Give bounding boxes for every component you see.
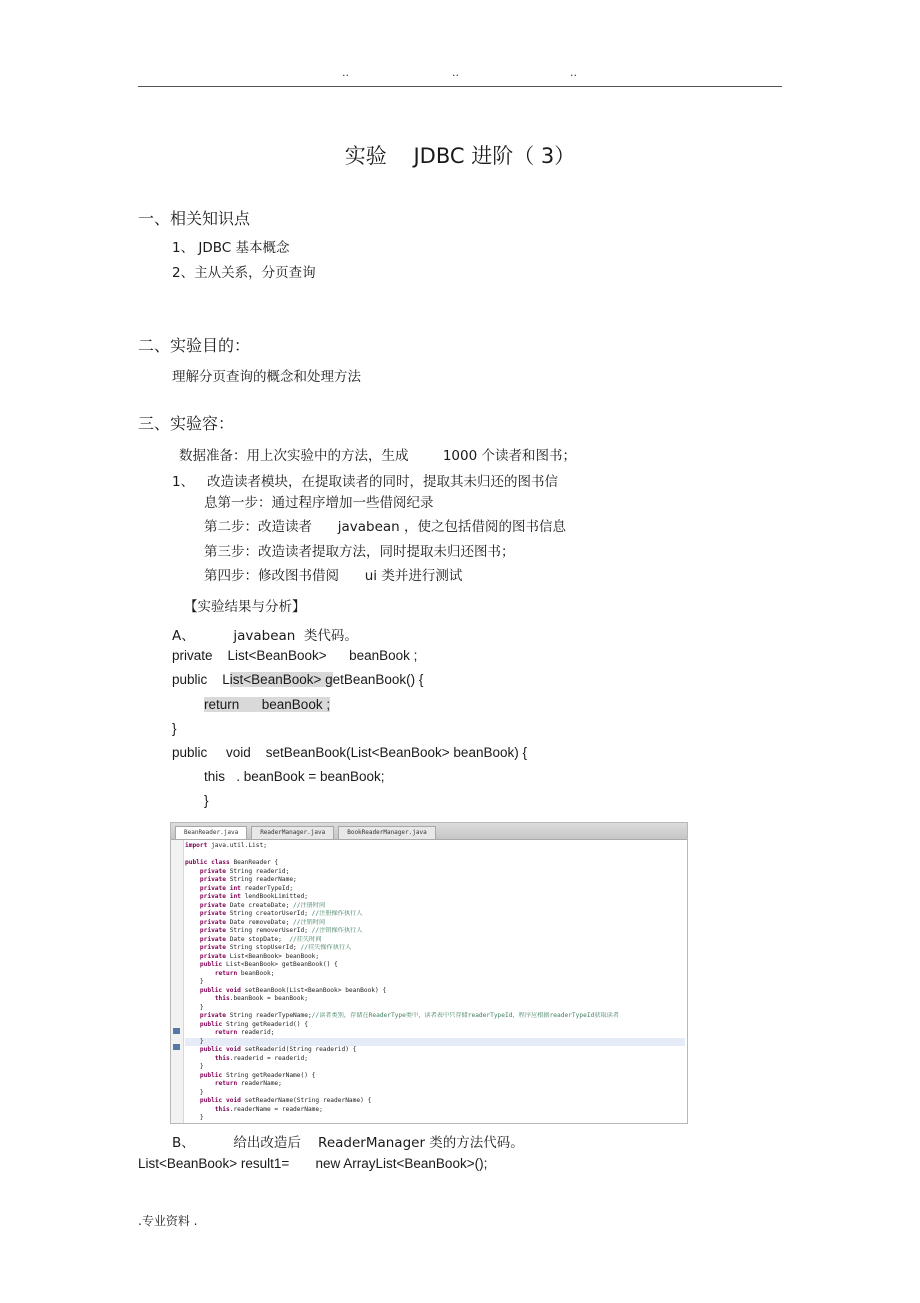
code-line-2-post: etBeanBook() {	[332, 672, 424, 687]
document-title: 实验 JDBC 进阶（ 3）	[344, 144, 576, 168]
section1-item-2: 2、主从关系，分页查询	[172, 265, 316, 281]
ide-code-line: this.beanBook = beanBook;	[214, 995, 308, 1002]
ide-code-line: }	[185, 1063, 204, 1070]
data-prep-text: 数据准备：用上次实验中的方法，生成 1000 个读者和图书；	[179, 448, 576, 464]
ide-code-line: public String getReaderName() {	[199, 1071, 316, 1079]
section3-heading: 三、实验容：	[138, 414, 235, 433]
section1-heading: 一、相关知识点	[138, 209, 251, 228]
result-heading: 【实验结果与分析】	[184, 599, 306, 615]
header-dots-3: ..	[570, 66, 577, 79]
task1-step4-text: 第四步：修改图书借阅 ui 类并进行测试	[204, 568, 463, 584]
task1-step2-text: 第二步：改造读者 javabean ，使之包括借阅的图书信息	[204, 519, 567, 535]
ide-code-line: }	[185, 1088, 204, 1096]
ide-code-line: private Date createDate; //注册时间	[199, 901, 326, 909]
code-line-2-highlight: ist<BeanBook> g	[229, 672, 333, 687]
code-line-6: this . beanBook = beanBook;	[204, 769, 385, 784]
header-dots-1: ..	[342, 66, 349, 79]
code-line-1: private List<BeanBook> beanBook ;	[172, 648, 418, 663]
header-rule	[138, 86, 782, 87]
ide-tab-bar	[171, 823, 687, 840]
page-footer: .专业资料 .	[138, 1214, 198, 1228]
ide-code-line: public void setReaderName(String readerName) {	[199, 1097, 372, 1104]
ide-code-line: import java.util.List;	[185, 842, 267, 849]
ide-code-line: return readerid;	[214, 1029, 275, 1036]
ide-code-line: public void setReaderid(String readerid) {	[199, 1046, 357, 1053]
ide-code-line: }	[185, 1038, 685, 1047]
ide-code-line	[185, 851, 685, 860]
header-dots-2: ..	[452, 66, 459, 79]
ide-gutter-marker	[173, 1028, 180, 1034]
task1-step3-text: 第三步：改造读者提取方法，同时提取未归还图书；	[204, 544, 515, 560]
ide-code-line: private int lendBookLimitted;	[199, 893, 308, 900]
code-line-7: }	[204, 793, 209, 808]
ide-tab-beanreader[interactable]: BeanReader.java	[175, 826, 247, 839]
ide-code-line: private List<BeanBook> beanBook;	[199, 952, 320, 960]
section2-heading: 二、实验目的：	[138, 336, 251, 355]
ide-code-line: private String removerUserId; //注销操作执行人	[199, 927, 363, 934]
ide-code-line: private String readerid;	[199, 867, 290, 875]
ide-tab-bookreadermanager[interactable]: BookReaderManager.java	[338, 826, 435, 839]
task1-text: 1、 改造读者模块，在提取读者的同时，提取其未归还的图书信	[172, 474, 558, 490]
ide-code-line: private int readerTypeId;	[199, 884, 294, 892]
section-b-label: B、 给出改造后 ReaderManager 类的方法代码。	[172, 1135, 524, 1151]
ide-code-line: public List<BeanBook> getBeanBook() {	[199, 961, 338, 968]
section-a-label: A、 javabean 类代码。	[172, 628, 358, 644]
ide-code-line: public void setBeanBook(List<BeanBook> beanBook) {	[199, 986, 387, 994]
ide-tab-readermanager[interactable]: ReaderManager.java	[251, 826, 334, 839]
ide-code-line: }	[185, 1003, 204, 1011]
ide-code-line: return beanBook;	[214, 969, 275, 977]
ide-gutter	[171, 840, 184, 1123]
ide-code-line: private String stopUserId; //挂失操作执行人	[199, 944, 352, 951]
code-line-5: public void setBeanBook(List<BeanBook> beanBook) {	[172, 745, 527, 760]
ide-code-line: }	[185, 1114, 204, 1121]
section-b-code: List<BeanBook> result1= new ArrayList<BeanBook>();	[138, 1156, 488, 1171]
ide-gutter-marker	[173, 1044, 180, 1050]
code-line-2	[172, 672, 423, 687]
code-line-3	[204, 697, 330, 712]
ide-code-line: this.readerName = readerName;	[214, 1105, 323, 1113]
ide-code-line: return readerName;	[214, 1080, 282, 1087]
ide-code-line: private Date removeDate; //注销时间	[199, 918, 326, 926]
code-line-3-highlight: return beanBook ;	[204, 697, 331, 712]
ide-code-line: private String creatorUserId; //注册操作执行人	[199, 910, 363, 917]
code-line-2-pre: public L	[172, 672, 230, 687]
ide-code-line: public String getReaderid() {	[199, 1020, 308, 1028]
ide-code-line: public class BeanReader {	[185, 859, 279, 866]
ide-code-line: }	[185, 978, 204, 985]
ide-code-line: this.readerid = readerid;	[214, 1054, 308, 1062]
ide-screenshot	[170, 822, 688, 1124]
task1-step1-text: 息第一步：通过程序增加一些借阅纪录	[204, 495, 434, 511]
section1-item-1: 1、 JDBC 基本概念	[172, 240, 290, 256]
section2-body: 理解分页查询的概念和处理方法	[172, 369, 361, 385]
ide-code-area[interactable]	[185, 842, 685, 1123]
ide-code-line: private String readerTypeName;//读者类别，存储在ReaderType类中，读者表中只存储readerTypeId，程序应根据readerTypeId获取读者	[199, 1012, 620, 1019]
ide-code-line: private String readerName;	[199, 876, 297, 883]
ide-code-line: private Date stopDate; //挂失时间	[199, 935, 322, 943]
code-line-4: }	[172, 721, 177, 736]
